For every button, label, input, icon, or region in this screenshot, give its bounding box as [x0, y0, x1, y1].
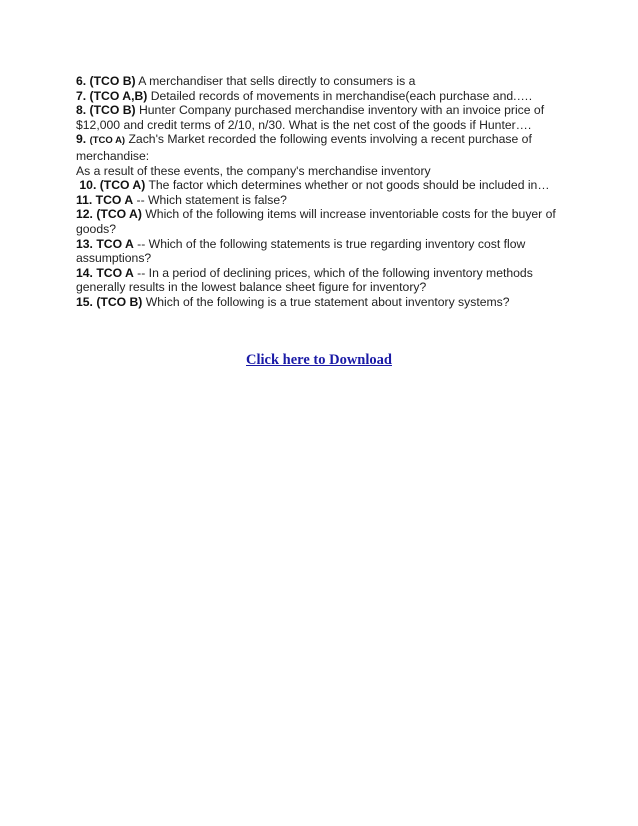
question-continuation: merchandise:: [76, 148, 150, 163]
question-text: -- Which of the following statements is true regarding inventory cost flow: [133, 236, 526, 251]
question-text: Which of the following is a true statement about inventory systems?: [142, 294, 510, 309]
question-number: 9.: [76, 132, 90, 147]
question-continuation: As a result of these events, the company's merchandise inventory: [76, 163, 431, 178]
question-number: 7. (TCO A,B): [76, 88, 148, 103]
question-tco-label: (TCO A): [89, 135, 126, 147]
question-line: [76, 89, 576, 104]
question-text: Hunter Company purchased merchandise inventory with an invoice price of: [135, 103, 545, 118]
question-number: 10. (TCO A): [79, 178, 146, 193]
question-line: [76, 207, 576, 222]
question-line: [76, 74, 576, 89]
question-number: 11. TCO A: [76, 192, 134, 207]
question-line: [76, 178, 576, 193]
question-number: 12. (TCO A): [76, 207, 142, 222]
question-line: [76, 103, 576, 118]
question-line: [76, 295, 576, 310]
question-continuation: assumptions?: [76, 251, 152, 266]
download-section: [0, 352, 638, 369]
question-text: A merchandiser that sells directly to consumers is a: [135, 74, 416, 88]
question-continuation: generally results in the lowest balance sheet figure for inventory?: [76, 280, 427, 295]
question-text: Detailed records of movements in merchandise(each purchase and.….: [147, 88, 533, 103]
question-text: -- Which statement is false?: [133, 192, 287, 207]
question-text: -- In a period of declining prices, which of the following inventory methods: [133, 265, 533, 280]
download-link[interactable]: Click here to Download: [246, 352, 392, 368]
question-number: 6. (TCO B): [76, 74, 136, 88]
question-text: The factor which determines whether or not goods should be included in…: [145, 178, 550, 193]
question-number: 8. (TCO B): [76, 103, 136, 118]
question-continuation: $12,000 and credit terms of 2/10, n/30. What is the net cost of the goods if Hunter….: [76, 117, 532, 132]
question-line: [76, 266, 576, 281]
question-line: [76, 193, 576, 208]
question-list: [76, 74, 576, 310]
question-text: Zach's Market recorded the following events involving a recent purchase of: [125, 132, 532, 147]
question-line: [76, 237, 576, 252]
question-text: Which of the following items will increase inventoriable costs for the buyer of: [141, 207, 556, 222]
question-number: 14. TCO A: [76, 265, 134, 280]
question-number: 13. TCO A: [76, 236, 134, 251]
question-line: [76, 132, 576, 149]
question-number: 15. (TCO B): [76, 294, 143, 309]
question-continuation: goods?: [76, 221, 116, 236]
